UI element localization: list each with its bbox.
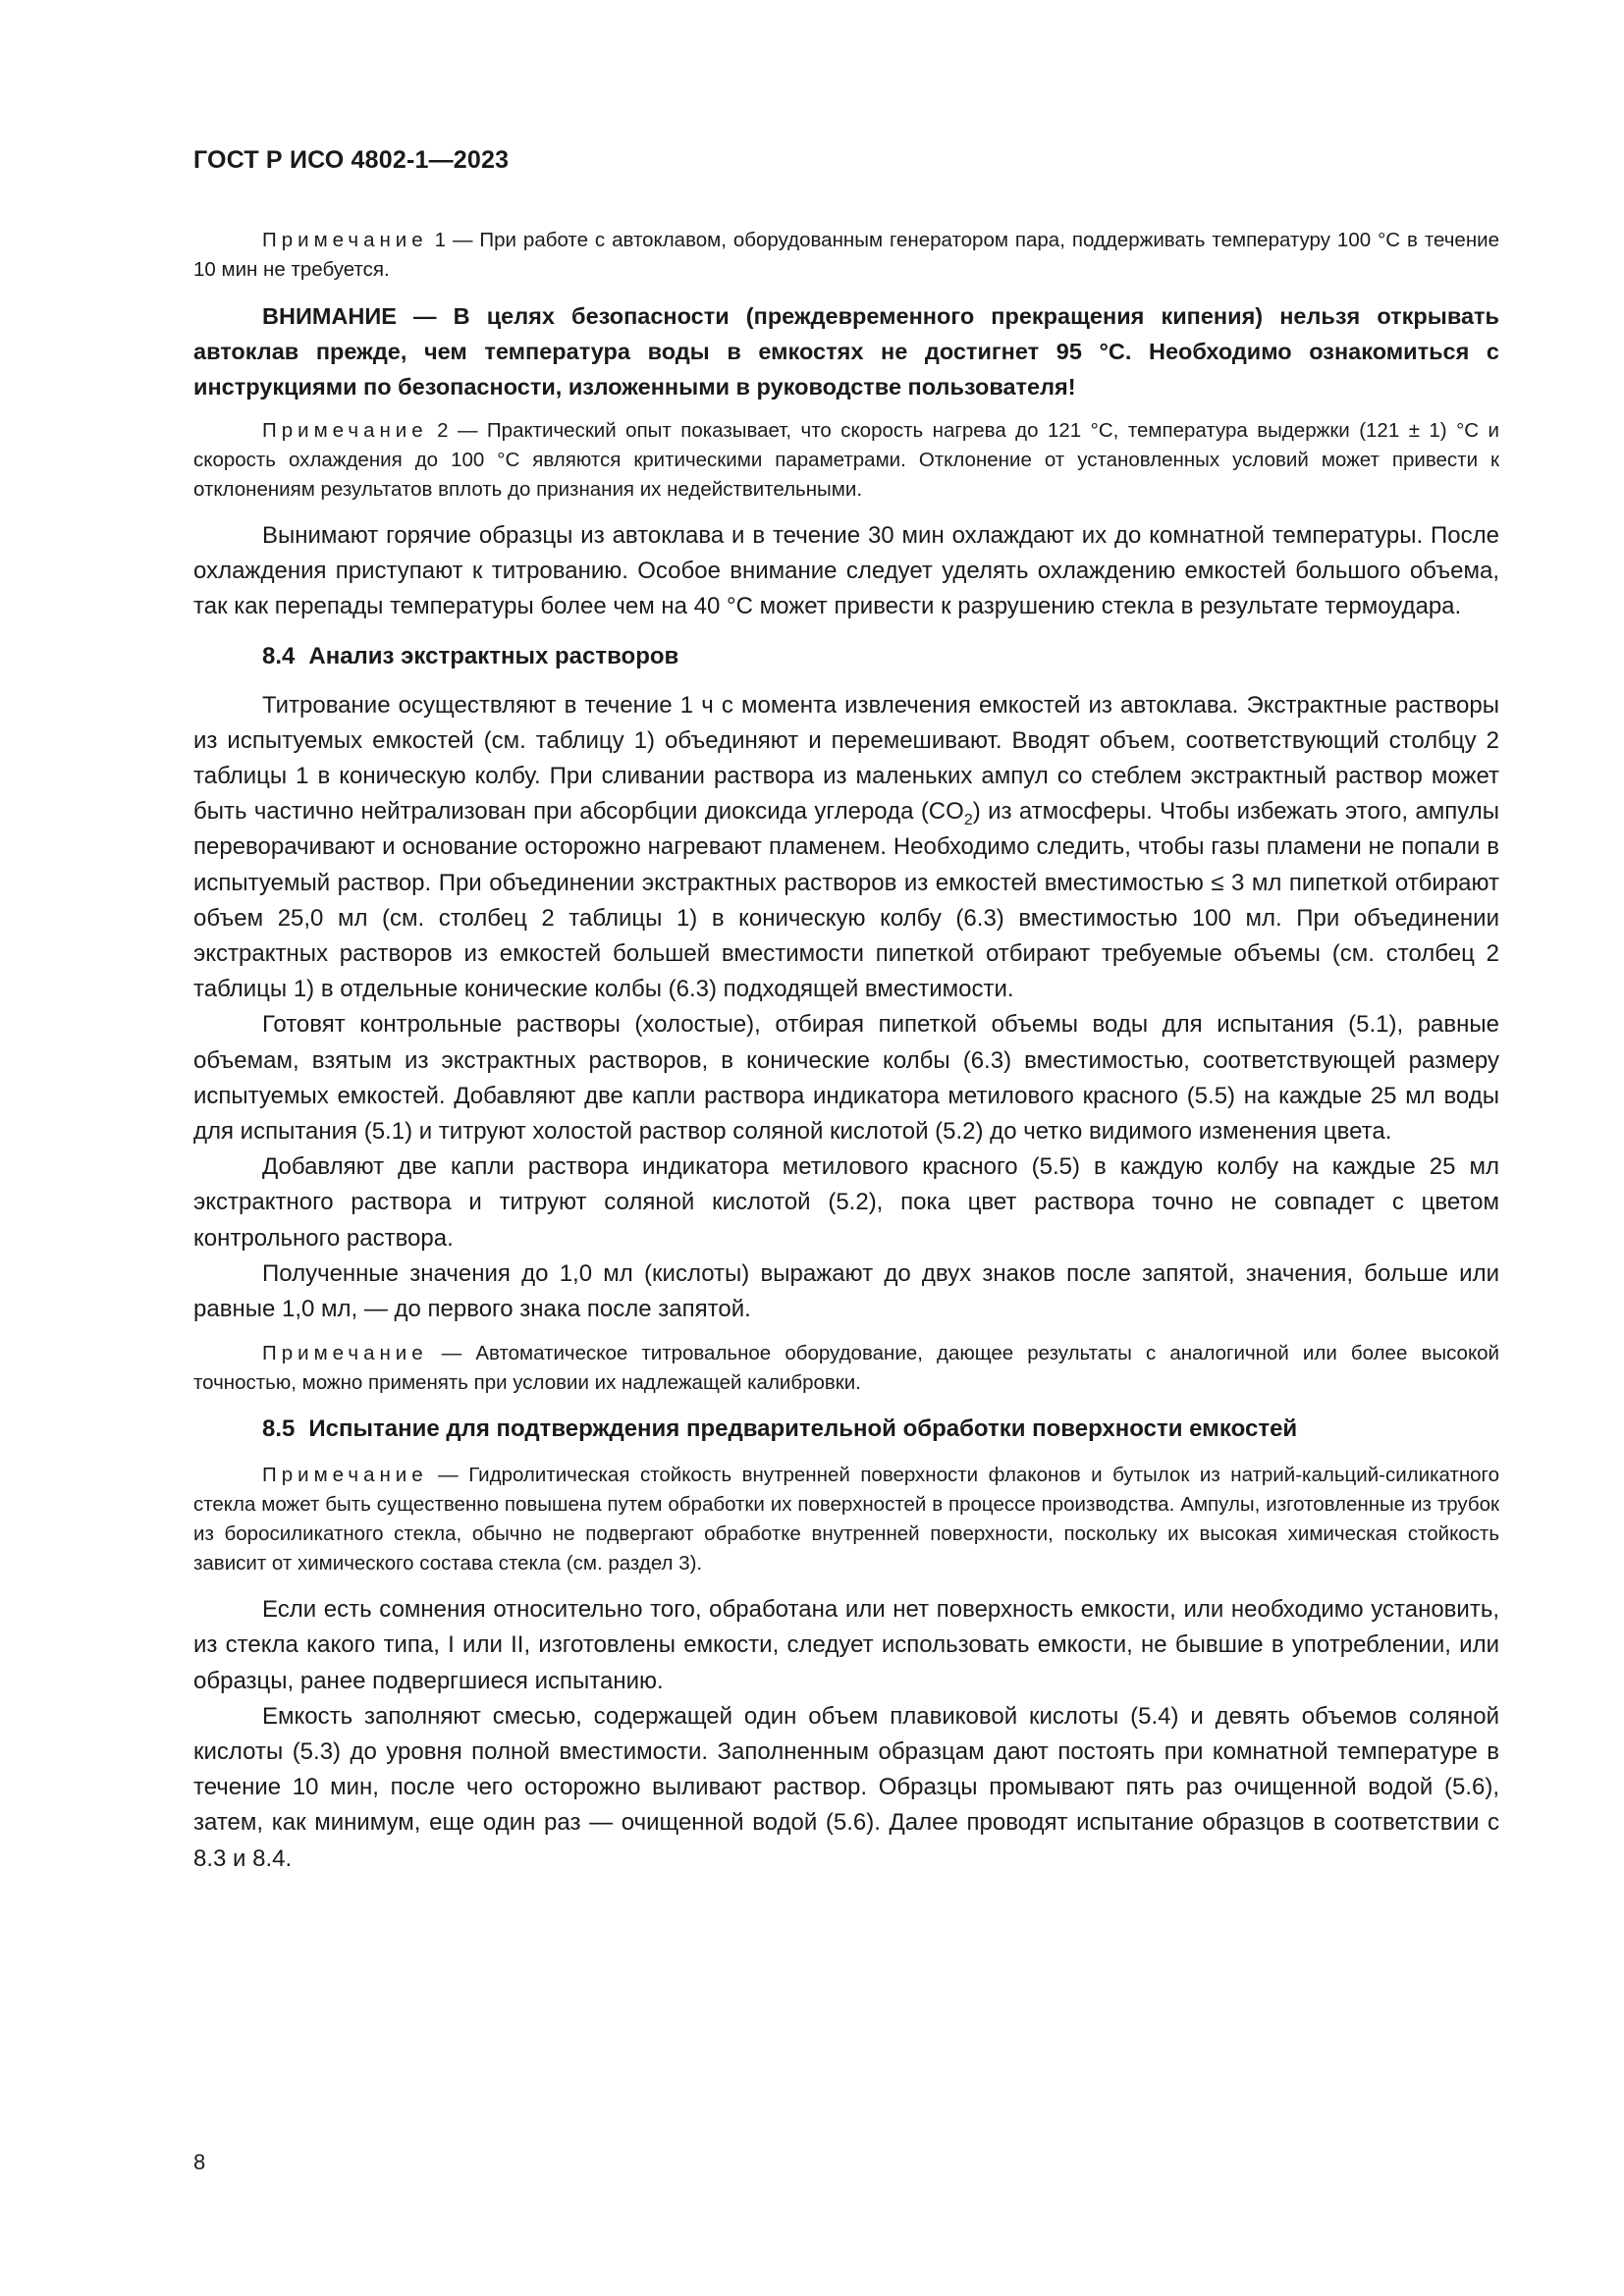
section-number: 8.5 <box>262 1415 296 1443</box>
safety-warning: ВНИМАНИЕ — В целях безопасности (преждевременного прекращения кипения) нельзя открывать автоклав прежде, чем температура воды в емкостях не достигнет 95 °C. Необходимо ознакомиться с инструкциями по безопасности, изложенными в руководстве пользователя! <box>193 303 1499 400</box>
note-3 <box>193 1339 1499 1398</box>
note-label: Примечание <box>262 419 428 442</box>
note-2 <box>193 416 1499 505</box>
note-label: Примечание <box>262 1464 428 1487</box>
paragraph-indicator: Добавляют две капли раствора индикатора метилового красного (5.5) в каждую колбу на каждые 25 мл экстрактного раствора и титруют соляной кислотой (5.2), пока цвет раствора точно не совпадет с цветом контрольного раствора. <box>193 1153 1499 1252</box>
note-text: 1 — При работе с автоклавом, оборудованным генератором пара, поддерживать температуру 100 °C в течение 10 мин не требуется. <box>193 229 1499 281</box>
section-title: Анализ экстрактных растворов <box>308 642 679 669</box>
standard-header: ГОСТ Р ИСО 4802-1—2023 <box>193 146 510 174</box>
section-heading-8-4 <box>193 639 1499 674</box>
paragraph-values: Полученные значения до 1,0 мл (кислоты) выражают до двух знаков после запятой, значения, больше или равные 1,0 мл, — до первого знака после запятой. <box>193 1259 1499 1323</box>
page-number: 8 <box>193 2150 206 2174</box>
note-text: — Автоматическое титровальное оборудование, дающее результаты с аналогичной или более высокой точностью, можно применять при условии их надлежащей калибровки. <box>193 1342 1499 1395</box>
paragraph-cooling: Вынимают горячие образцы из автоклава и в течение 30 мин охлаждают их до комнатной температуры. После охлаждения приступают к титрованию. Особое внимание следует уделять охлаждению емкостей большого объема, так как перепады температуры более чем на 40 °C может привести к разрушению стекла в результате термоудара. <box>193 522 1499 620</box>
note-label: Примечание <box>262 229 428 251</box>
paragraph-fill: Емкость заполняют смесью, содержащей один объем плавиковой кислоты (5.4) и девять объемов соляной кислоты (5.3) до уровня полной вместимости. Заполненным образцам дают постоять при комнатной температуре в течение 10 мин, после чего осторожно выливают раствор. Образцы промывают пять раз очищенной водой (5.6), затем, как минимум, еще один раз — очищенной водой (5.6). Далее проводят испытание образцов в соответствии с 8.3 и 8.4. <box>193 1702 1499 1872</box>
note-text: 2 — Практический опыт показывает, что скорость нагрева до 121 °C, температура выдержки (121 ± 1) °C и скорость охлаждения до 100 °C являются критическими параметрами. Отклонение от установленных условий может привести к отклонениям результатов вплоть до признания их недействительными. <box>193 419 1499 501</box>
note-label: Примечание <box>262 1342 428 1365</box>
paragraph-text: ) из атмосферы. Чтобы избежать этого, ампулы переворачивают и основание осторожно нагревают пламенем. Необходимо следить, чтобы газы пламени не попали в испытуемый раствор. При объединении экстрактных растворов из емкостей вместимостью ≤ 3 мл пипеткой отбирают объем 25,0 мл (см. столбец 2 таблицы 1) в коническую колбу (6.3) вместимостью 100 мл. При объединении экстрактных растворов из емкостей большей вместимости пипеткой отбирают требуемые объемы (см. столбец 2 таблицы 1) в отдельные конические колбы (6.3) подходящей вместимости. <box>193 798 1499 1003</box>
paragraph-doubt: Если есть сомнения относительно того, обработана или нет поверхность емкости, или необходимо установить, из стекла какого типа, I или II, изготовлены емкости, следует использовать емкости, не бывшие в употреблении, или образцы, ранее подвергшиеся испытанию. <box>193 1596 1499 1694</box>
note-4 <box>193 1461 1499 1578</box>
note-1 <box>193 226 1499 285</box>
note-text: — Гидролитическая стойкость внутренней поверхности флаконов и бутылок из натрий-кальций-силикатного стекла может быть существенно повышена путем обработки их поверхностей в процессе производства. Ампулы, изготовленные из трубок из боросиликатного стекла, обычно не подвергают обработке внутренней поверхности, поскольку их высокая химическая стойкость зависит от химического состава стекла (см. раздел 3). <box>193 1464 1499 1575</box>
paragraph-blank-solutions: Готовят контрольные растворы (холостые), отбирая пипеткой объемы воды для испытания (5.1), равные объемам, взятым из экстрактных растворов, в конические колбы (6.3) вместимостью, соответствующей размеру испытуемых емкостей. Добавляют две капли раствора индикатора метилового красного (5.5) на каждые 25 мл воды для испытания (5.1) и титруют холостой раствор соляной кислотой (5.2) до четко видимого изменения цвета. <box>193 1011 1499 1146</box>
section-number: 8.4 <box>262 642 296 669</box>
document-page <box>193 145 1499 1877</box>
subscript: 2 <box>963 812 973 829</box>
paragraph-titration <box>193 688 1499 1008</box>
section-heading-8-5 <box>193 1412 1499 1447</box>
section-title: Испытание для подтверждения предварительной обработки поверхности емкостей <box>308 1415 1298 1443</box>
paragraph-text: Титрование осуществляют в течение 1 ч с момента извлечения емкостей из автоклава. Экстрактные растворы из испытуемых емкостей (см. таблицу 1) объединяют и перемешивают. Вводят объем, соответствующий столбцу 2 таблицы 1 в коническую колбу. При сливании раствора из маленьких ампул со стеблем экстрактный раствор может быть частично нейтрализован при абсорбции диоксида углерода (CO <box>193 691 1499 826</box>
